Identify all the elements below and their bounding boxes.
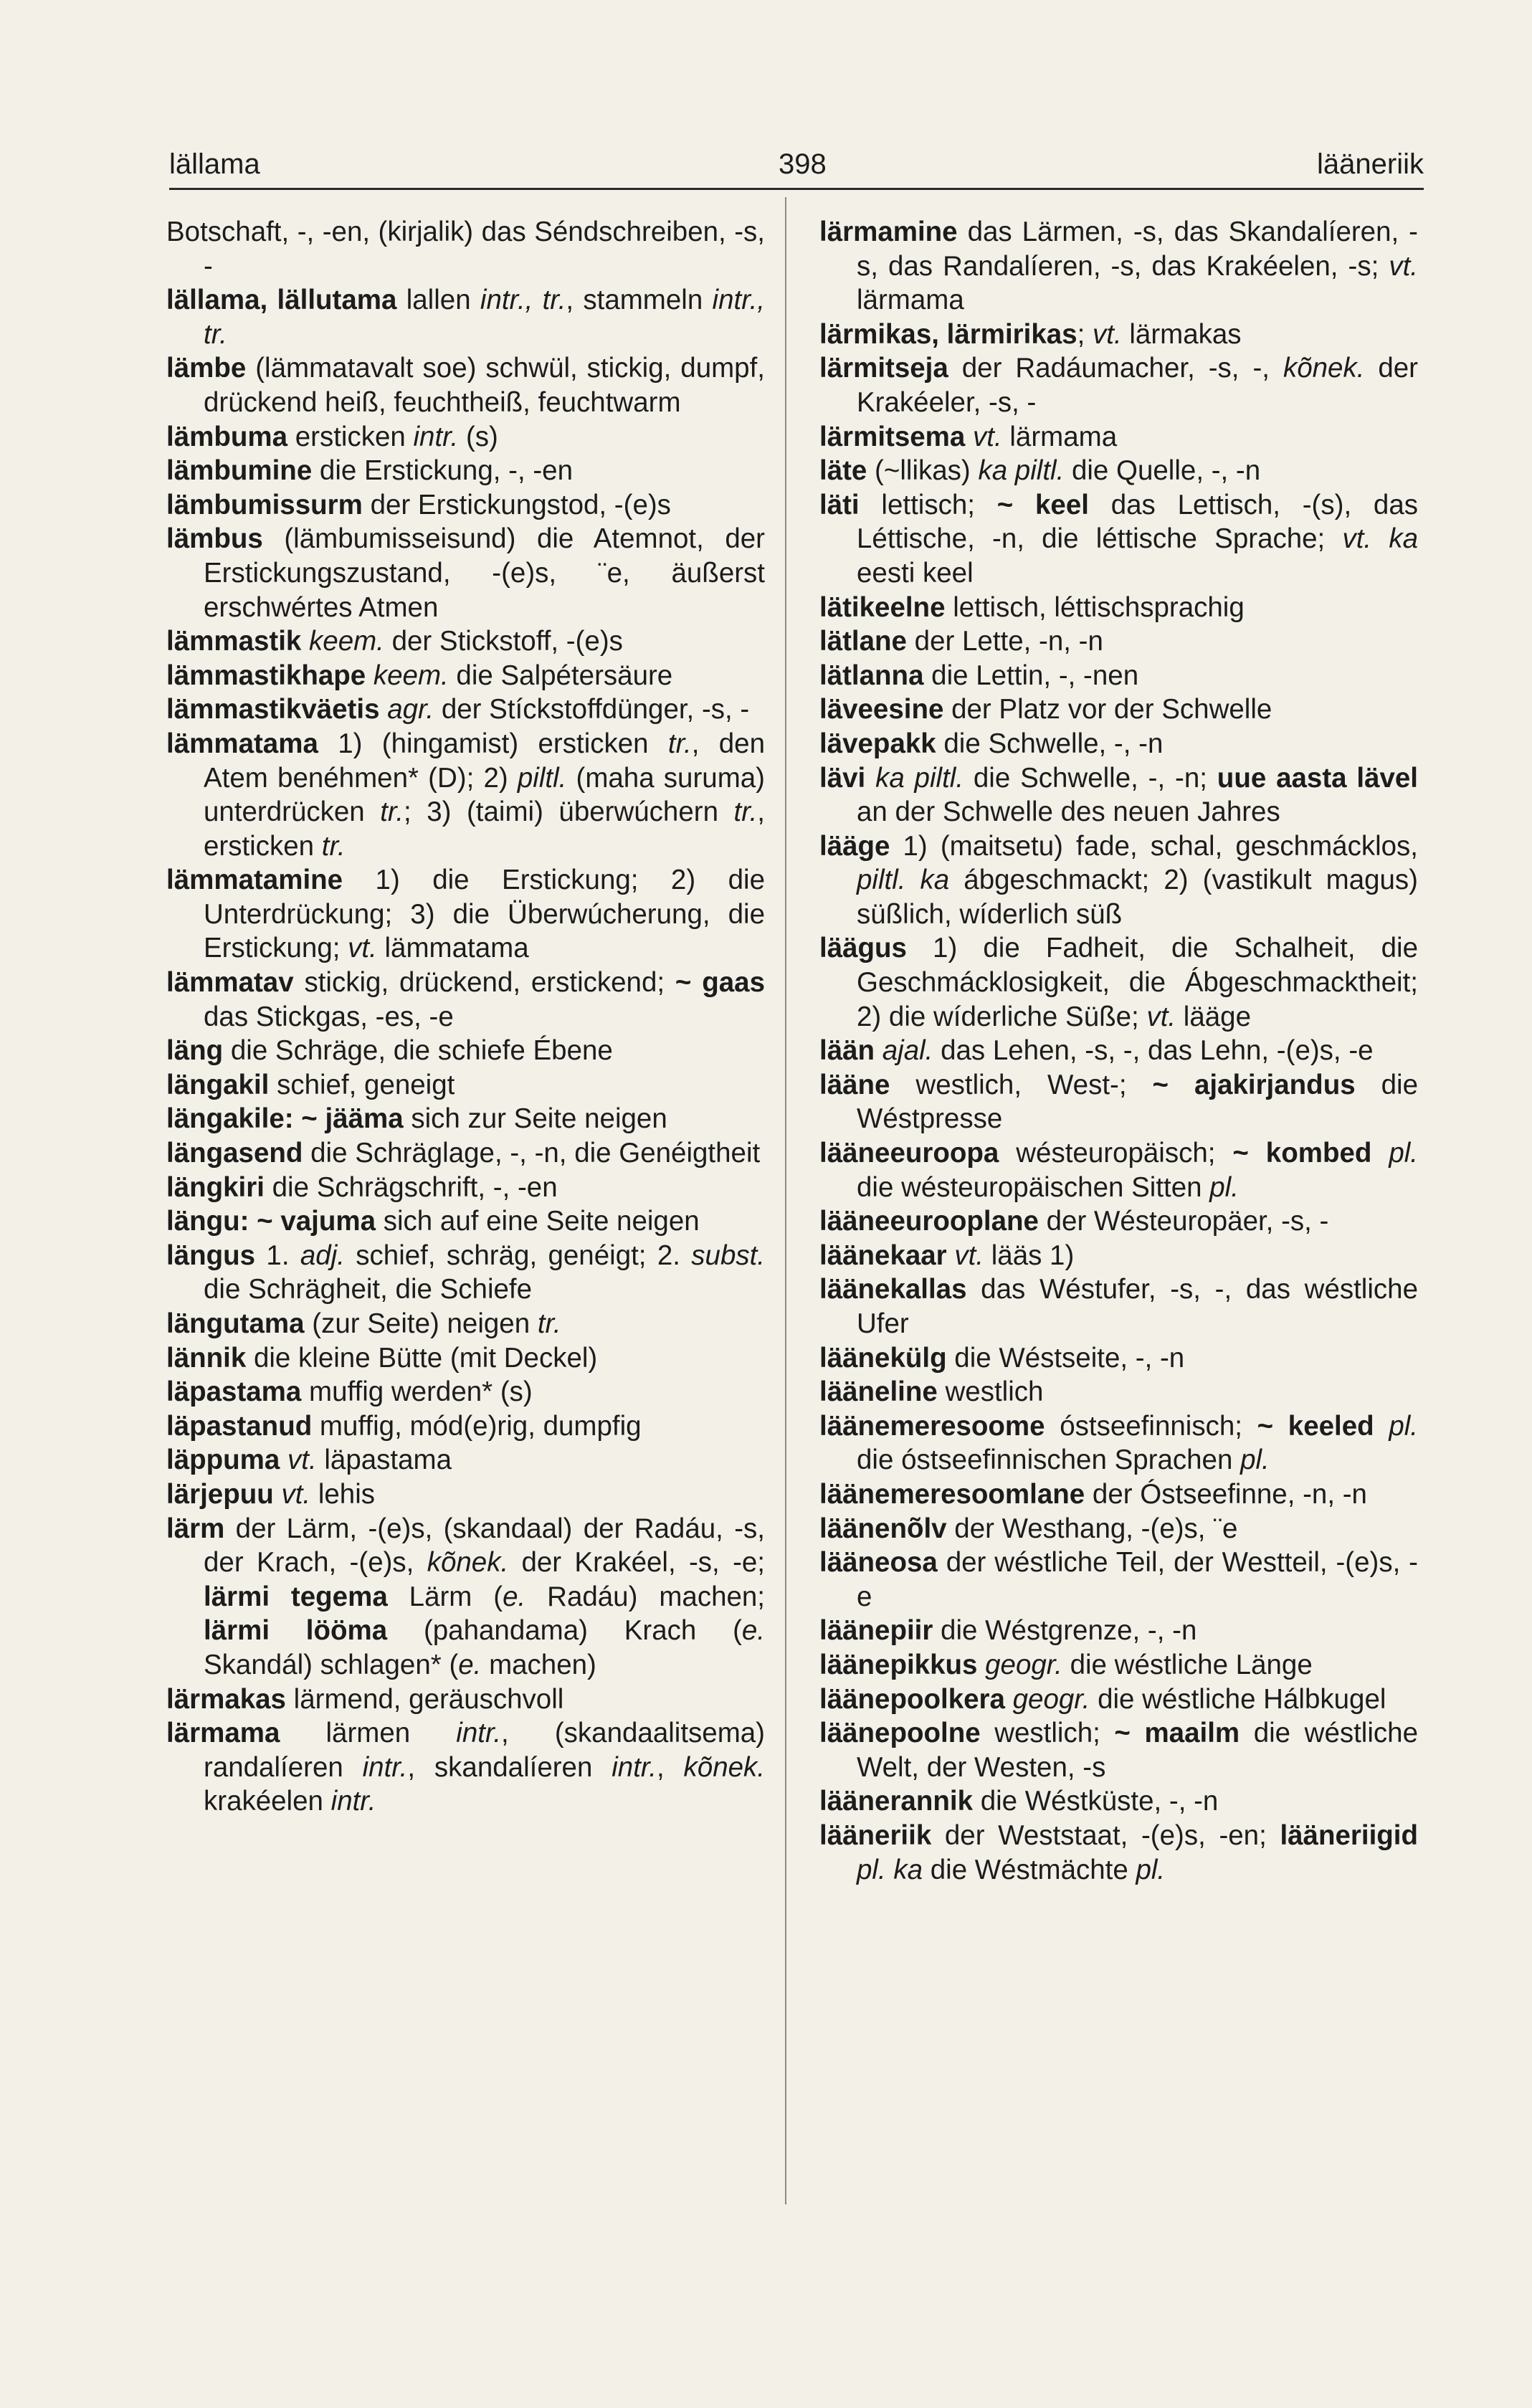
- dictionary-entry: lääne westlich, West-; ~ ajakirjandus die Wéstpresse: [819, 1069, 1418, 1135]
- dictionary-entry: lärmitseja der Radáumacher, -s, -, kõnek. der Krakéeler, -s, -: [819, 353, 1419, 418]
- dictionary-entry: lärm der Lärm, -(e)s, (skandaal) der Radáu, -s, der Krach, -(e)s, kõnek. der Krakéel, -s, -e; lärmi tegema Lärm (e. Radáu) machen; lärmi lööma (pahandama) Krach (e. Skandál) schlagen* (e. machen): [166, 1513, 765, 1680]
- left-column: [166, 215, 765, 1819]
- dictionary-entry: Botschaft, -, -en, (kirjalik) das Séndschreiben, -s, -: [166, 216, 765, 282]
- dictionary-entry: lääge 1) (maitsetu) fade, schal, geschmácklos, piltl. ka ábgeschmackt; 2) (vastikult magus) süßlich, wíderlich süß: [819, 830, 1418, 930]
- page-number: 398: [779, 148, 827, 180]
- dictionary-entry: lärmitsema vt. lärmama: [819, 421, 1118, 452]
- header-right-guideword: lääneriik: [1317, 148, 1424, 180]
- dictionary-entry: lärmamine das Lärmen, -s, das Skandalíeren, -s, das Randalíeren, -s, das Krakéelen, -s; vt. lärmama: [819, 216, 1418, 316]
- dictionary-entry: lämbus (lämbumisseisund) die Atemnot, der Erstickungszustand, -(e)s, ¨e, äußerst erschwértes Atmen: [166, 523, 765, 623]
- page-header: [169, 138, 1424, 190]
- dictionary-entry: lääneeurooplane der Wésteuropäer, -s, -: [819, 1206, 1329, 1237]
- dictionary-entry: läng die Schräge, die schiefe Ébene: [166, 1035, 613, 1067]
- dictionary-entry: läpastama muffig werden* (s): [166, 1376, 533, 1408]
- dictionary-entry: läveesine der Platz vor der Schwelle: [819, 694, 1272, 725]
- dictionary-entry: lääneeuroopa wésteuropäisch; ~ kombed pl. die wésteuropäischen Sitten pl.: [819, 1138, 1418, 1203]
- dictionary-entry: läägus 1) die Fadheit, die Schalheit, die Geschmácklosigkeit, die Ábgeschmacktheit; 2) die wíderliche Süße; vt. lääge: [819, 933, 1418, 1032]
- dictionary-entry: lääneline westlich: [819, 1376, 1044, 1408]
- dictionary-entry: lävepakk die Schwelle, -, -n: [819, 728, 1164, 759]
- dictionary-entry: lääneosa der wéstliche Teil, der Westteil, -(e)s, -e: [819, 1547, 1418, 1612]
- dictionary-entry: lämbe (lämmatavalt soe) schwül, stickig, dumpf, drückend heiß, feuchtheiß, feuchtwarm: [166, 353, 765, 418]
- dictionary-entry: längkiri die Schrägschrift, -, -en: [166, 1171, 558, 1203]
- dictionary-entry: lämmastikväetis agr. der Stíckstoffdünger, -s, -: [166, 694, 750, 725]
- dictionary-entry: längus 1. adj. schief, schräg, genéigt; 2. subst. die Schrägheit, die Schiefe: [166, 1239, 765, 1305]
- dictionary-entry: läppuma vt. läpastama: [166, 1445, 452, 1476]
- dictionary-entry: läänenõlv der Westhang, -(e)s, ¨e: [819, 1513, 1238, 1544]
- column-divider: [785, 197, 786, 2204]
- dictionary-entry: lätlanna die Lettin, -, -nen: [819, 660, 1139, 691]
- dictionary-entry: längasend die Schräglage, -, -n, die Genéigtheit: [166, 1138, 761, 1169]
- dictionary-entry: längutama (zur Seite) neigen tr.: [166, 1308, 561, 1339]
- dictionary-entry: lämmatamine 1) die Erstickung; 2) die Unterdrückung; 3) die Überwúcherung, die Erstickung; vt. lämmatama: [166, 865, 765, 964]
- dictionary-entry: lämbuma ersticken intr. (s): [166, 421, 498, 452]
- dictionary-entry: lämbumissurm der Erstickungstod, -(e)s: [166, 489, 671, 520]
- dictionary-entry: lämmastikhape keem. die Salpétersäure: [166, 660, 673, 691]
- dictionary-entry: läti lettisch; ~ keel das Lettisch, -(s), das Léttische, -n, die léttische Sprache; vt. ka eesti keel: [819, 489, 1418, 589]
- dictionary-entry: läänemeresoome óstseefinnisch; ~ keeled pl. die óstseefinnischen Sprachen pl.: [819, 1410, 1419, 1476]
- dictionary-entry: lämmatama 1) (hingamist) ersticken tr., den Atem benéhmen* (D); 2) piltl. (maha suruma) unterdrücken tr.; 3) (taimi) überwúchern tr., ersticken tr.: [166, 728, 765, 862]
- dictionary-entry: lämmatav stickig, drückend, erstickend; ~ gaas das Stickgas, -es, -e: [166, 967, 765, 1032]
- dictionary-entry: läte (~llikas) ka piltl. die Quelle, -, -n: [819, 455, 1261, 487]
- dictionary-entry: lääneriik der Weststaat, -(e)s, -en; lääneriigid pl. ka die Wéstmächte pl.: [819, 1819, 1418, 1885]
- dictionary-entry: längakile: ~ jääma sich zur Seite neigen: [166, 1103, 667, 1135]
- dictionary-entry: lärmama lärmen intr., (skandaalitsema) randalíeren intr., skandalíeren intr., kõnek. krakéelen intr.: [166, 1718, 765, 1817]
- dictionary-entry: lärmikas, lärmirikas; vt. lärmakas: [819, 318, 1242, 350]
- dictionary-entry: läänerannik die Wéstküste, -, -n: [819, 1786, 1219, 1817]
- dictionary-entry: läänepikkus geogr. die wéstliche Länge: [819, 1649, 1313, 1680]
- dictionary-entry: läänepoolkera geogr. die wéstliche Hálbkugel: [819, 1683, 1386, 1715]
- dictionary-entry: lään ajal. das Lehen, -s, -, das Lehn, -(e)s, -e: [819, 1035, 1374, 1067]
- dictionary-entry: lätlane der Lette, -n, -n: [819, 626, 1103, 657]
- dictionary-entry: lävi ka piltl. die Schwelle, -, -n; uue aasta lävel an der Schwelle des neuen Jahres: [819, 762, 1419, 828]
- dictionary-entry: lärjepuu vt. lehis: [166, 1478, 376, 1510]
- dictionary-entry: lällama, lällutama lallen intr., tr., stammeln intr., tr.: [166, 285, 765, 350]
- dictionary-entry: läänepiir die Wéstgrenze, -, -n: [819, 1615, 1197, 1647]
- dictionary-entry: läänekaar vt. lääs 1): [819, 1239, 1075, 1271]
- dictionary-entry: läpastanud muffig, mód(e)rig, dumpfig: [166, 1410, 642, 1442]
- dictionary-entry: lännik die kleine Bütte (mit Deckel): [166, 1342, 598, 1374]
- dictionary-entry: lämbumine die Erstickung, -, -en: [166, 455, 573, 487]
- dictionary-entry: lämmastik keem. der Stickstoff, -(e)s: [166, 626, 623, 657]
- dictionary-entry: lätikeelne lettisch, léttischsprachig: [819, 591, 1245, 623]
- dictionary-entry: läänekülg die Wéstseite, -, -n: [819, 1342, 1185, 1374]
- dictionary-entry: längakil schief, geneigt: [166, 1069, 455, 1100]
- right-column: [819, 215, 1418, 1887]
- header-left-guideword: lällama: [169, 148, 260, 180]
- dictionary-entry: läänepoolne westlich; ~ maailm die wéstliche Welt, der Westen, -s: [819, 1718, 1418, 1783]
- dictionary-entry: lärmakas lärmend, geräuschvoll: [166, 1683, 564, 1715]
- dictionary-entry: längu: ~ vajuma sich auf eine Seite neigen: [166, 1206, 700, 1237]
- dictionary-entry: läänemeresoomlane der Óstseefinne, -n, -n: [819, 1478, 1367, 1510]
- dictionary-entry: läänekallas das Wéstufer, -s, -, das wéstliche Ufer: [819, 1274, 1418, 1339]
